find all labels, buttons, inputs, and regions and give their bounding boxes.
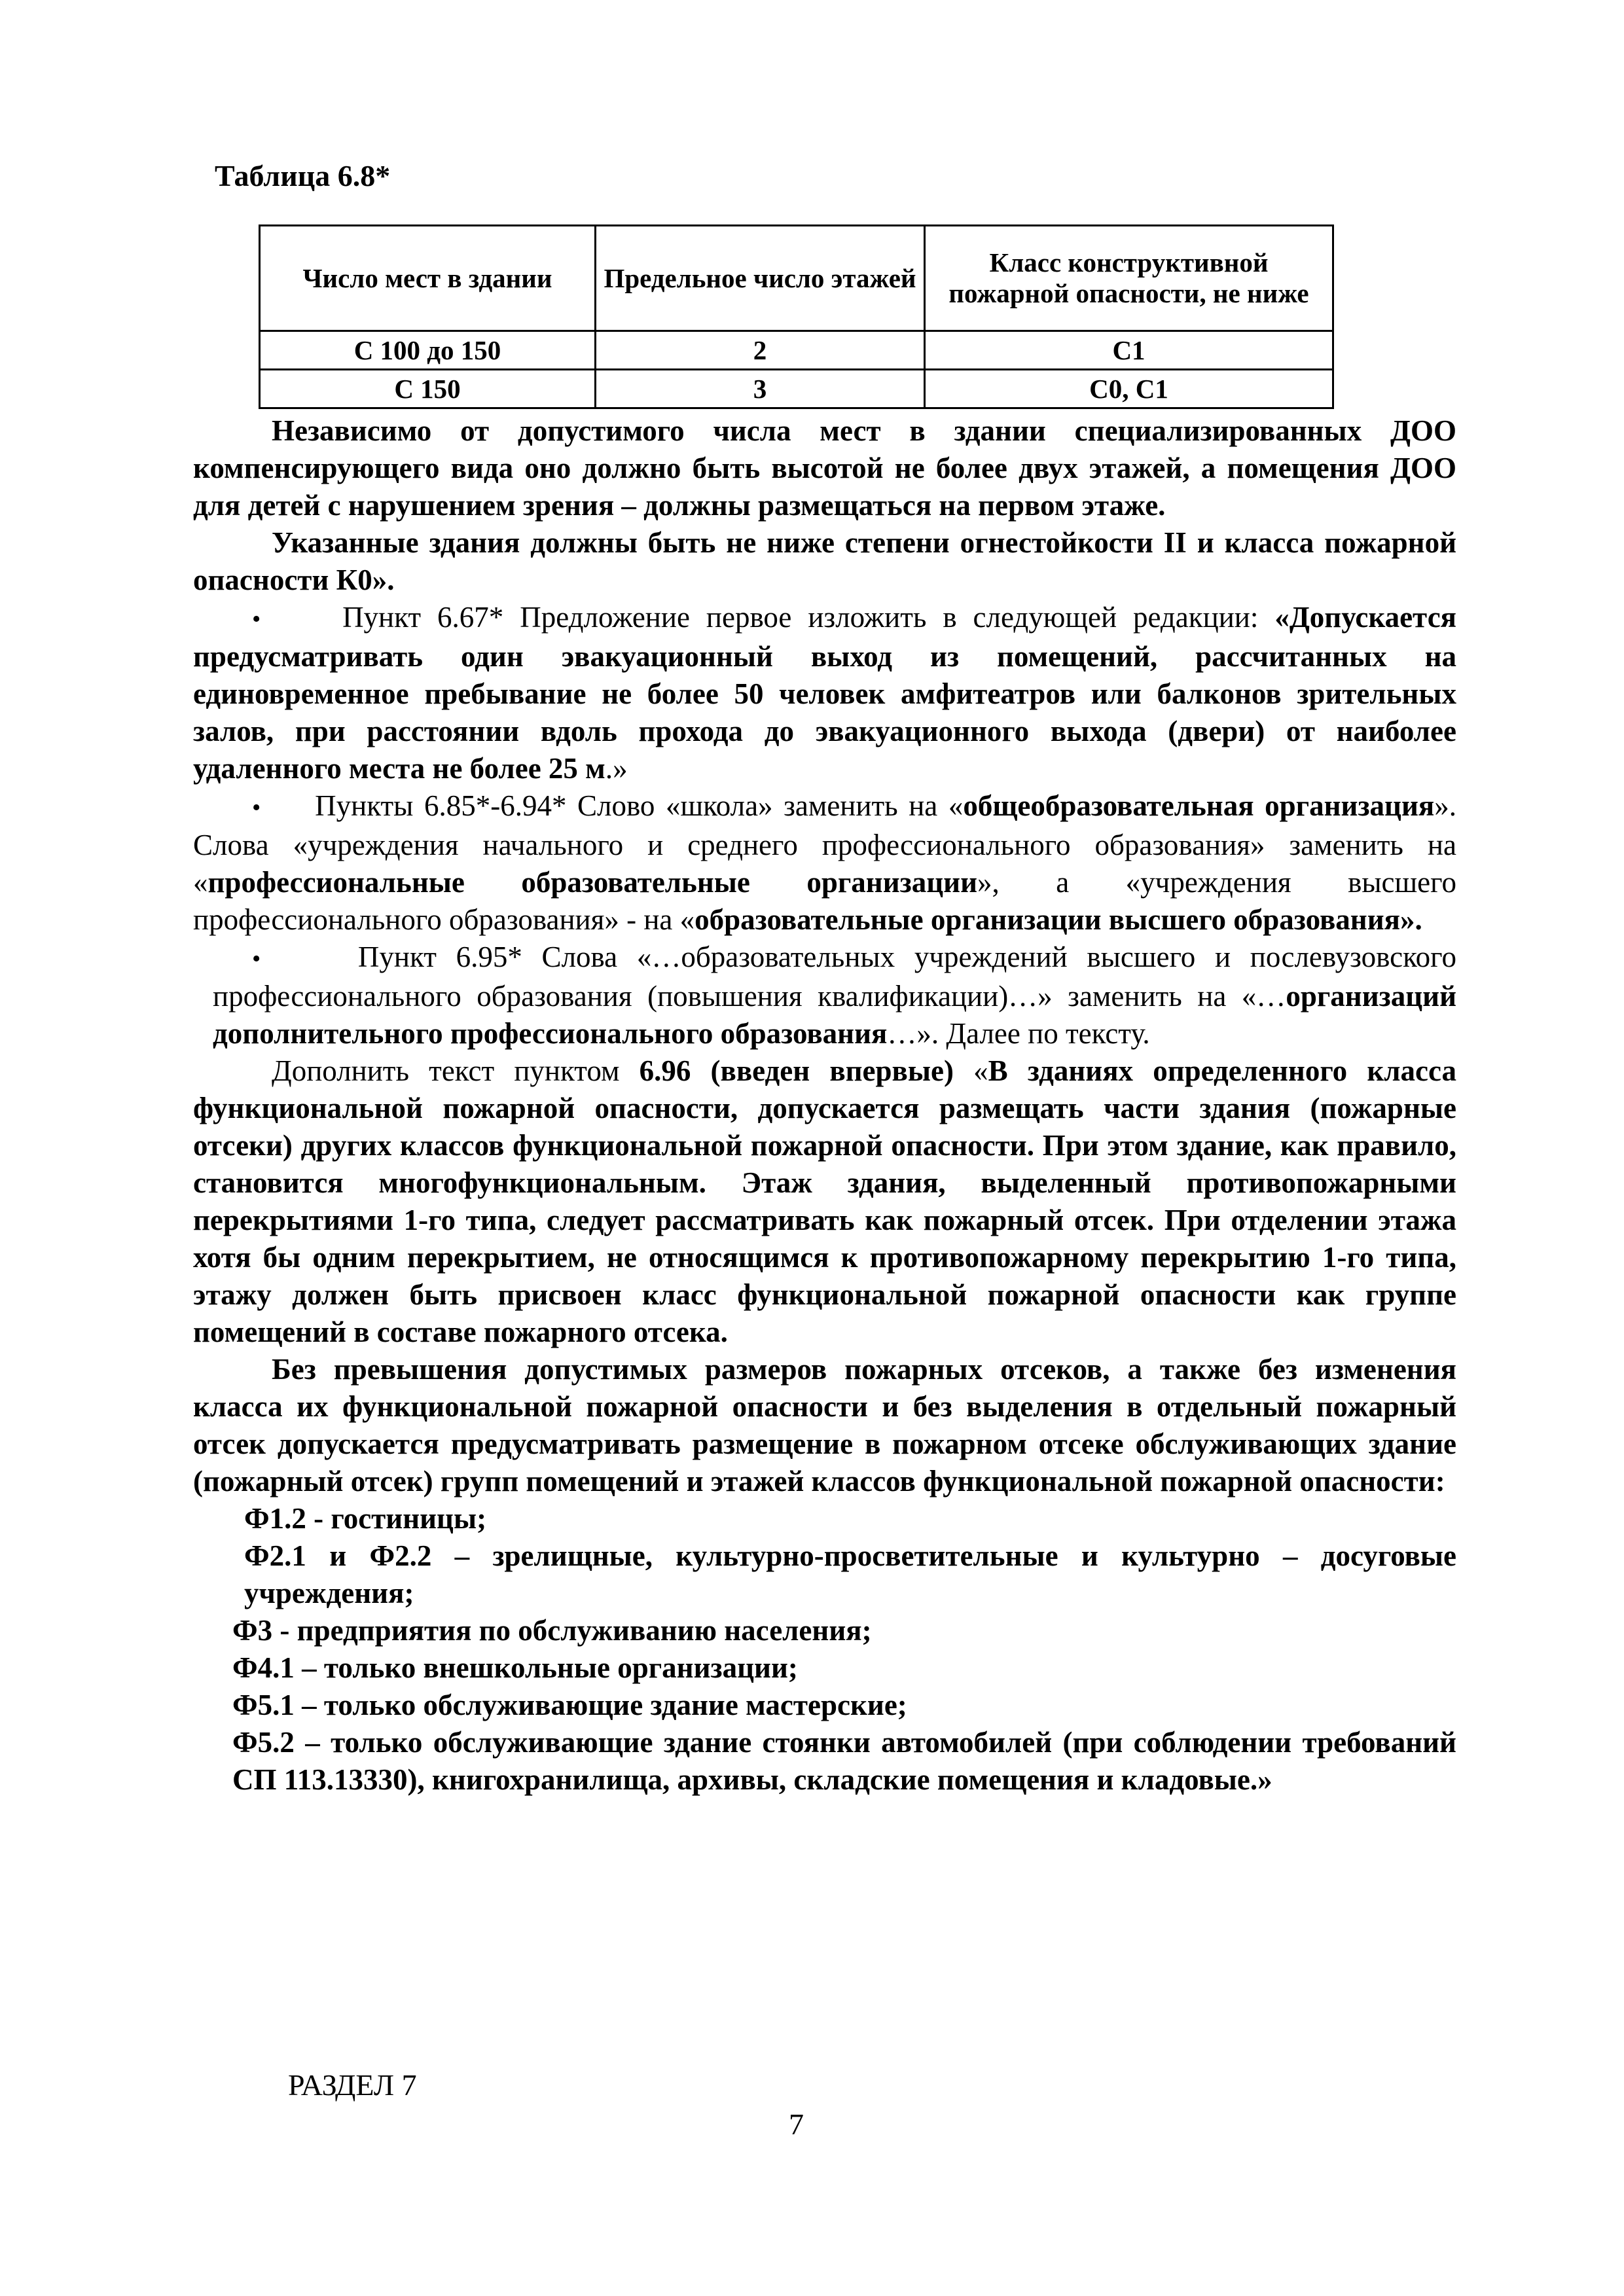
- table-row: [260, 331, 1333, 370]
- bullet-item-6-95: [193, 939, 1456, 1052]
- text-run: профессиональные образовательные организации: [208, 866, 978, 899]
- table-cell: С 150: [260, 370, 596, 408]
- table-cell: С1: [925, 331, 1333, 370]
- text-run: Дополнить текст пунктом: [272, 1054, 640, 1087]
- text-run: 6.96 (введен впервые): [639, 1054, 954, 1087]
- text-run: », а «учреждения высшего профессионального образования» - на «: [193, 866, 1456, 936]
- table-title: Таблица 6.8*: [215, 159, 391, 192]
- text-run: …». Далее по тексту.: [887, 1017, 1150, 1050]
- bullet-icon: •: [252, 945, 261, 973]
- text-run: .»: [605, 752, 628, 785]
- table-cell: С0, С1: [925, 370, 1333, 408]
- table-row: [260, 370, 1333, 408]
- list-item: Ф2.1 и Ф2.2 – зрелищные, культурно-просветительные и культурно – досуговые учреждения;: [244, 1539, 1456, 1609]
- table-cell: 3: [596, 370, 925, 408]
- header-cell: Предельное число этажей: [596, 226, 925, 331]
- document-body: [193, 412, 1456, 1799]
- text-run: образовательные организации высшего образования».: [695, 903, 1422, 936]
- list-item: Ф1.2 - гостиницы;: [244, 1502, 487, 1535]
- paragraph-6-96: [193, 1052, 1456, 1351]
- text-run: «Допускается предусматривать один эвакуационный выход из помещений, рассчитанных на единовременное пребывание не более 50 человек амфитеатров или балконов зрительных залов, при расстоянии вдоль прохода до эвакуационного выхода (двери) от наиболее удаленного места не более 25 м: [193, 601, 1457, 785]
- text-run: общеобразовательная организация: [963, 789, 1435, 822]
- text-run: ». Слова «учреждения начального и среднего профессионального образования» заменить на «: [193, 789, 1456, 899]
- bullet-item-6-67: [193, 599, 1456, 787]
- page-number: 7: [789, 2108, 804, 2141]
- paragraph: Указанные здания должны быть не ниже степени огнестойкости II и класса пожарной опасности К0».: [193, 526, 1456, 596]
- bullet-item-6-85: [193, 787, 1456, 939]
- table-cell: 2: [596, 331, 925, 370]
- text-run: Пункты 6.85*-6.94* Слово «школа» заменить на «: [315, 789, 964, 822]
- list-item: Ф5.1 – только обслуживающие здание мастерские;: [232, 1689, 907, 1721]
- text-run: организаций дополнительного профессионального образования: [213, 980, 1456, 1050]
- table-6-8: [259, 224, 1334, 409]
- class-list: [193, 1500, 1456, 1799]
- text-run: Пункт 6.67* Предложение первое изложить в следующей редакции:: [342, 601, 1275, 634]
- text-run: В зданиях определенного класса функциональной пожарной опасности, допускается размещать части здания (пожарные отсеки) других классов функциональной пожарной опасности. При этом здание, как правило, становится многофункциональным. Этаж здания, выделенный противопожарными перекрытиями 1-го типа, следует рассматривать как пожарный отсек. При отделении этажа хотя бы одним перекрытием, не относящимся к противопожарному перекрытию 1-го типа, этажу должен быть присвоен класс функциональной пожарной опасности как группе помещений в составе пожарного отсека.: [193, 1054, 1457, 1348]
- bullet-icon: •: [252, 794, 261, 821]
- list-item: Ф5.2 – только обслуживающие здание стоянки автомобилей (при соблюдении требований СП 113.13330), книгохранилища, архивы, складские помещения и кладовые.»: [232, 1726, 1456, 1796]
- list-item: Ф3 - предприятия по обслуживанию населения;: [232, 1614, 872, 1647]
- text-run: Пункт 6.95* Слова «…образовательных учреждений высшего и послевузовского профессионального образования (повышения квалификации)…» заменить на «…: [213, 941, 1456, 1013]
- header-cell: Число мест в здании: [260, 226, 596, 331]
- paragraph: Без превышения допустимых размеров пожарных отсеков, а также без изменения класса их функциональной пожарной опасности и без выделения в отдельный пожарный отсек допускается предусматривать размещение в пожарном отсеке обслуживающих здание (пожарный отсек) групп помещений и этажей классов функциональной пожарной опасности:: [193, 1353, 1456, 1498]
- table-header-row: [260, 226, 1333, 331]
- section-heading: РАЗДЕЛ 7: [288, 2068, 417, 2102]
- paragraph: Независимо от допустимого числа мест в здании специализированных ДОО компенсирующего вида оно должно быть высотой не более двух этажей, а помещения ДОО для детей с нарушением зрения – должны размещаться на первом этаже.: [193, 414, 1456, 522]
- text-run: «: [953, 1054, 988, 1087]
- table-cell: С 100 до 150: [260, 331, 596, 370]
- bullet-icon: •: [252, 605, 261, 633]
- header-cell: Класс конструктивной пожарной опасности, не ниже: [925, 226, 1333, 331]
- list-item: Ф4.1 – только внешкольные организации;: [232, 1651, 798, 1684]
